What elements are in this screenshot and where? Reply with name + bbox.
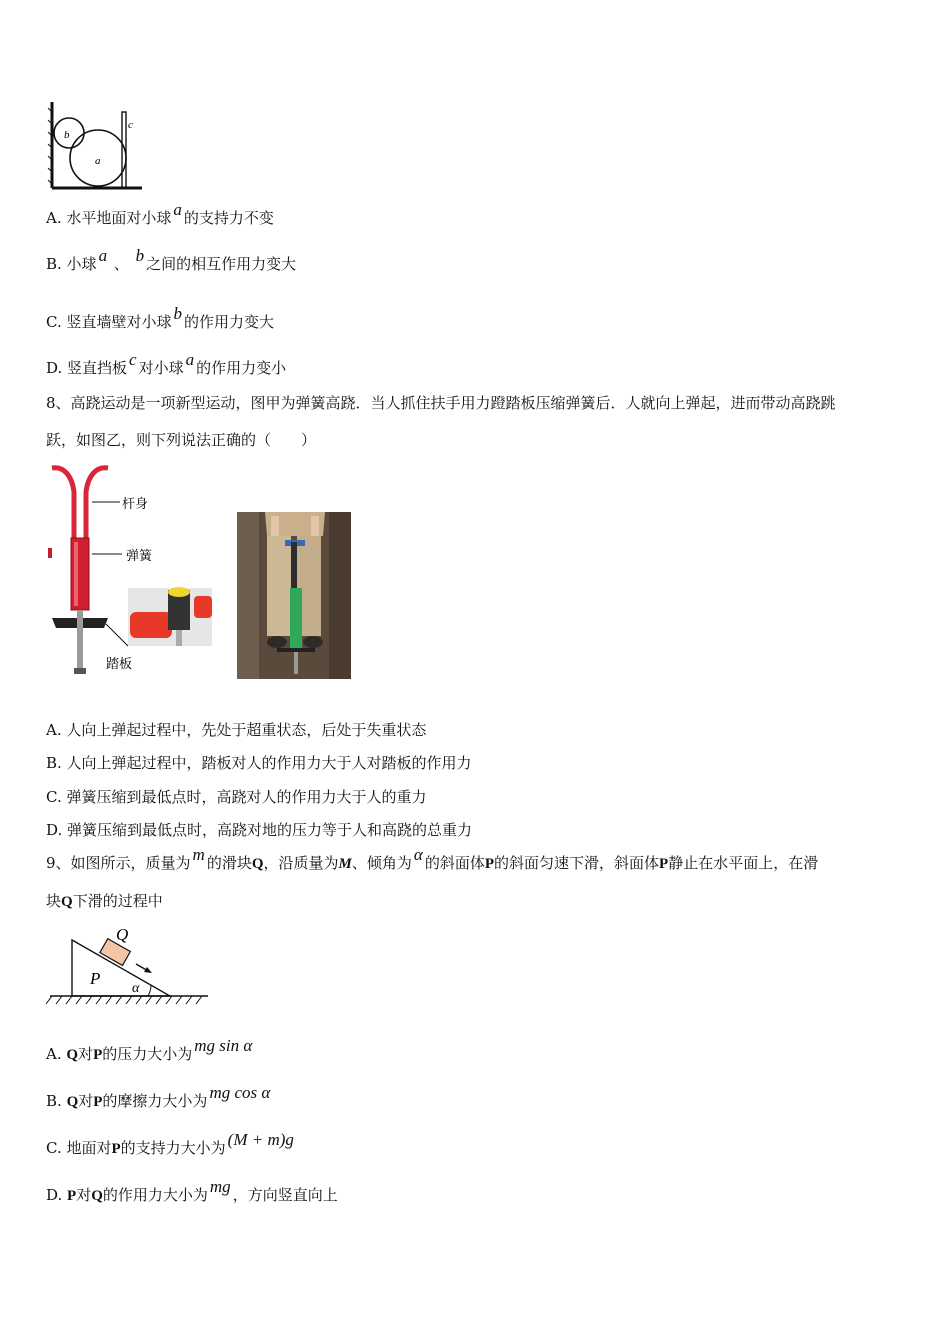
q8-option-d: D. 弹簧压缩到最低点时，高跷对地的压力等于人和高跷的总重力 — [46, 821, 473, 839]
pogo-stick-figure — [44, 462, 216, 680]
q8-option-c: C. 弹簧压缩到最低点时，高跷对人的作用力大于人的重力 — [46, 788, 427, 806]
q9-stem-line1: 9、如图所示，质量为 m 的滑块Q，沿质量为M、倾角为 α 的斜面体P的斜面匀速下滑，斜面体P静止在水平面上，在滑 — [46, 845, 819, 872]
q9-option-b: B. Q对P的摩擦力大小为 mg cos α — [46, 1083, 271, 1110]
q7-label-c: c — [128, 119, 133, 131]
label-spring: 弹簧 — [126, 549, 153, 564]
person-pogo-photo — [237, 512, 351, 679]
label-pedal: 踏板 — [106, 657, 133, 672]
q7-label-a: a — [95, 155, 101, 167]
q9-stem-line2: 块Q下滑的过程中 — [46, 892, 163, 910]
q7-label-b: b — [64, 129, 70, 141]
incline-label-alpha: α — [132, 981, 140, 996]
q9-option-d: D. P对Q的作用力大小为 mg ，方向竖直向上 — [46, 1177, 338, 1204]
q8-option-b: B. 人向上弹起过程中，踏板对人的作用力大于人对踏板的作用力 — [46, 754, 472, 772]
q8-stem-line2: 跃，如图乙，则下列说法正确的（ ） — [46, 431, 317, 449]
q8-stem-line1: 8、高跷运动是一项新型运动，图甲为弹簧高跷．当人抓住扶手用力蹬踏板压缩弹簧后．人就向上弹起，进而带动高跷跳 — [46, 394, 836, 412]
incline-label-q: Q — [116, 925, 129, 944]
q7-ball-figure — [46, 98, 146, 194]
q7-option-c: C. 竖直墙壁对小球 b 的作用力变大 — [46, 304, 274, 331]
q7-option-a: A. 水平地面对小球 a 的支持力不变 — [46, 200, 274, 227]
label-rod: 杆身 — [122, 497, 149, 512]
q7-option-d: D. 竖直挡板 c 对小球 a 的作用力变小 — [46, 350, 287, 377]
incline-figure — [46, 922, 212, 1008]
q9-option-c: C. 地面对P的支持力大小为 (M + m)g — [46, 1130, 294, 1157]
incline-label-p: P — [90, 969, 101, 988]
q9-option-a: A. Q对P的压力大小为 mg sin α — [46, 1036, 253, 1063]
q7-option-b: B. 小球 a 、 b 之间的相互作用力变大 — [46, 246, 297, 273]
q8-option-a: A. 人向上弹起过程中，先处于超重状态，后处于失重状态 — [46, 721, 427, 739]
